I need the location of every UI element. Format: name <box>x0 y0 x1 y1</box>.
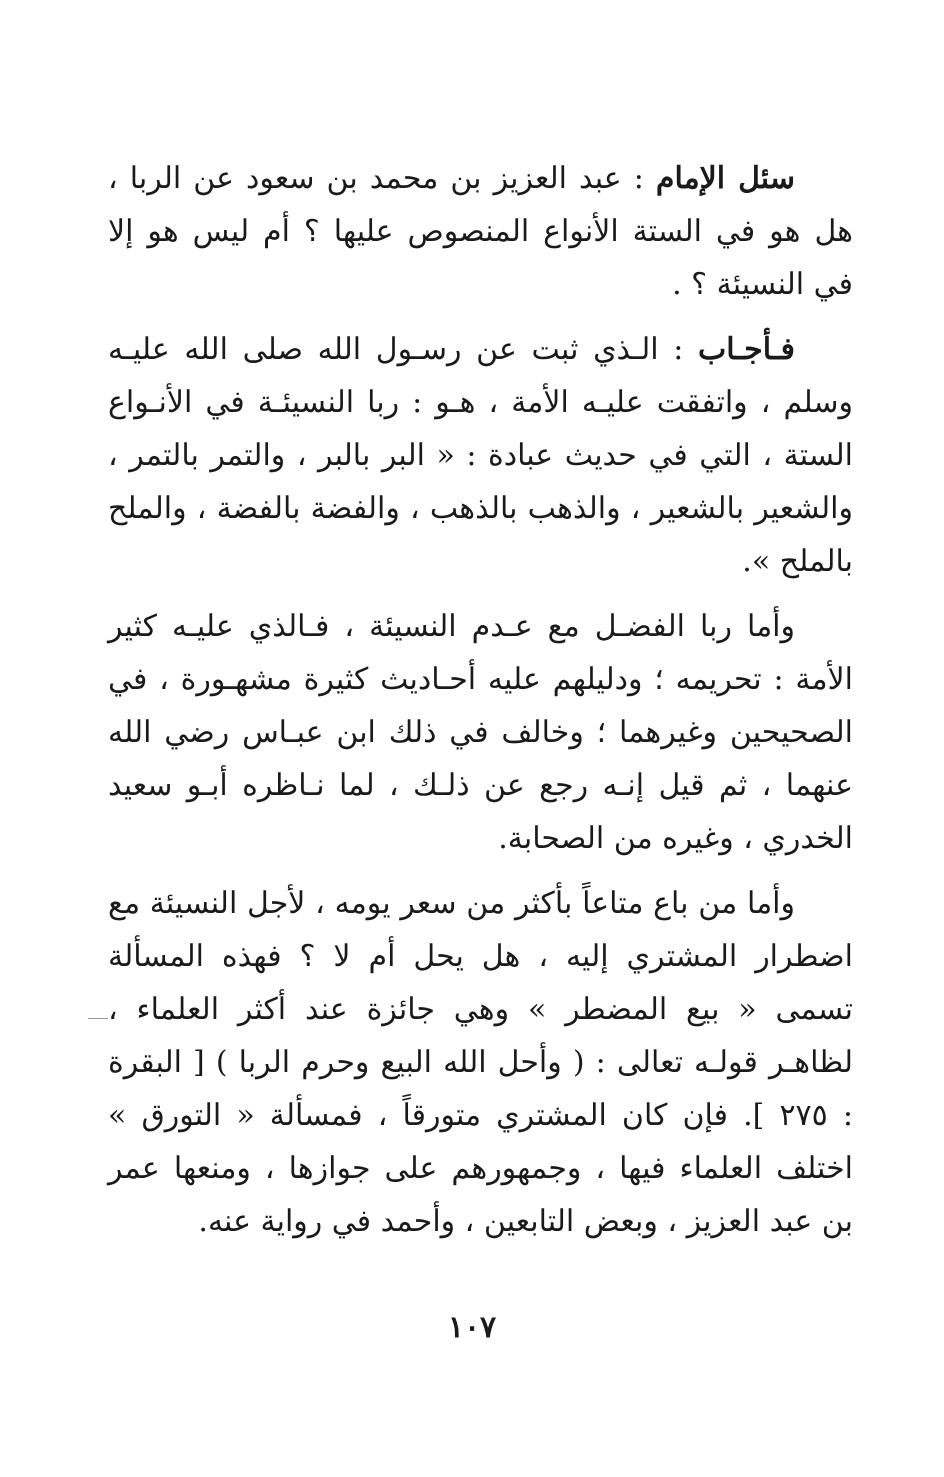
paragraph-question <box>108 152 853 311</box>
page-number: ١٠٧ <box>447 1310 497 1345</box>
paragraph-answer <box>108 323 853 588</box>
answer-lead: فـأجـاب <box>698 332 795 367</box>
body-text <box>108 152 853 1260</box>
margin-mark <box>88 1018 108 1019</box>
answer-text: : الـذي ثبت عن رسـول الله صلى الله عليـه وسلم ، واتفقت عليـه الأمة ، هـو : ربا النسيئـة في الأنـواع الستة ، التي في حديث عبادة : « البر بالبر ، والتمر بالتمر ، والشعير بالشعير ، والذهب بالذهب ، والفضة بالفضة ، والملح بالملح ». <box>108 332 853 579</box>
riba-fadl-text: وأما ربا الفضـل مع عـدم النسيئة ، فـالذي عليـه كثير الأمة : تحريمه ؛ ودليلهم عليه أحـاديث كثيرة مشهـورة ، في الصحيحين وغيرهما ؛ وخالف في ذلك ابن عبـاس رضي الله عنهما ، ثم قيل إنـه رجع عن ذلـك ، لما نـاظره أبـو سعيد الخدري ، وغيره من الصحابة. <box>108 609 853 856</box>
question-lead: سئل الإمام <box>655 161 795 196</box>
paragraph-bay-mudtar <box>108 877 853 1248</box>
paragraph-riba-fadl <box>108 600 853 865</box>
question-text: : عبد العزيز بن محمد بن سعود عن الربا ، هل هو في الستة الأنواع المنصوص عليها ؟ أم ليس هو إلا في النسيئة ؟ . <box>108 161 853 302</box>
bay-mudtar-text: وأما من باع متاعاً بأكثر من سعر يومه ، لأجل النسيئة مع اضطرار المشتري إليه ، هل يحل أم لا ؟ فهذه المسألة تسمى « بيع المضطر » وهي جائزة عند أكثر العلماء ، لظاهـر قولـه تعالى : ( وأحل الله البيع وحرم الربا ) [ البقرة : ٢٧٥ ]. فإن كان المشتري متورقاً ، فمسألة « التورق » اختلف العلماء فيها ، وجمهورهم على جوازها ، ومنعها عمر بن عبد العزيز ، وبعض التابعين ، وأحمد في رواية عنه. <box>108 886 853 1239</box>
